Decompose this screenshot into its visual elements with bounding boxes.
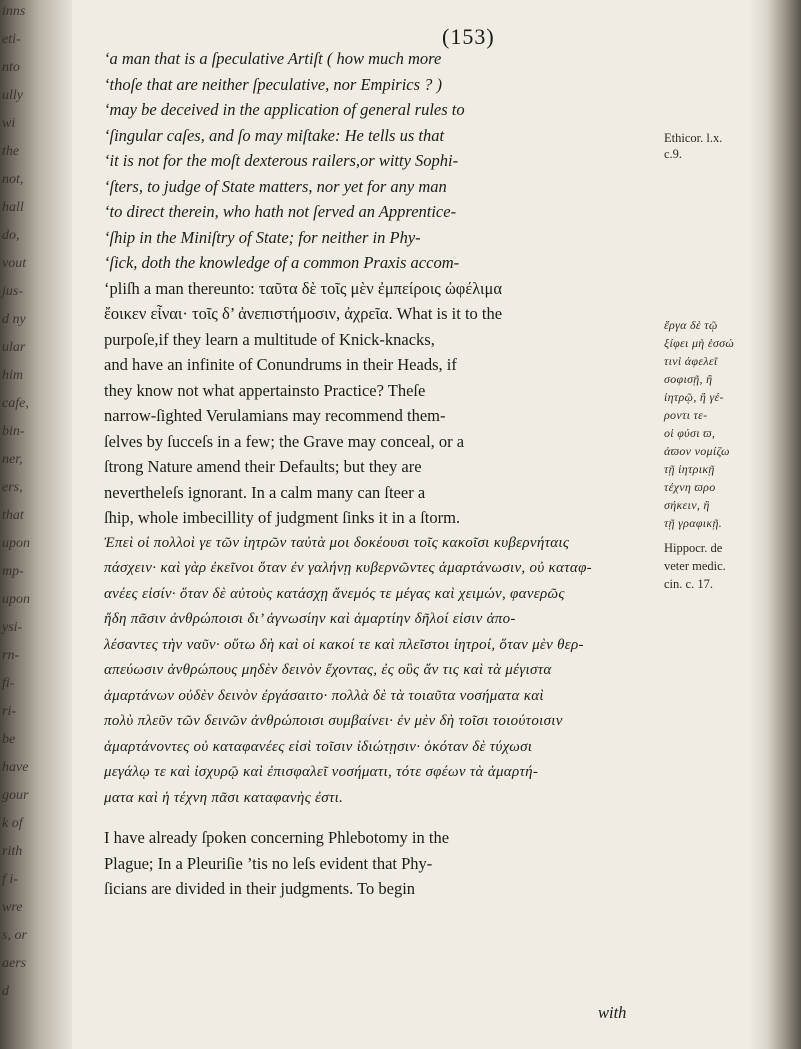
margin-note: Ethicor. l.x. [664, 131, 723, 145]
gutter-fragment: upon [2, 536, 30, 551]
page-gutter [0, 0, 72, 1049]
text-line: ‘ſingular caſes, and ſo may miſtake: He tells us that [104, 125, 445, 145]
gutter-fragment: do, [2, 228, 20, 243]
gutter-fragment: ular [2, 340, 26, 355]
text-line: I have already ſpoken concerning Phlebotomy in the [104, 828, 450, 847]
text-line: and have an infinite of Conundrums in their Heads, if [104, 355, 457, 374]
gutter-fragment: d ny [2, 312, 26, 327]
gutter-fragment: ner, [2, 452, 23, 467]
page-number: (153) [442, 24, 495, 49]
gutter-fragment: bin- [2, 424, 25, 439]
text-line: ‘ſick, doth the knowledge of a common Praxis accom- [104, 253, 460, 272]
gutter-fragment: k of [2, 816, 23, 831]
gutter-fragment: d [2, 984, 9, 999]
text-line: μεγάλῳ τε καὶ ἰσχυρῷ καὶ ἐπισφαλεῖ νοσήματι, τότε σφέων τὰ ἁμαρτή- [104, 764, 539, 780]
gutter-fragment: cafe, [2, 396, 29, 411]
gutter-fragment: fi- [2, 676, 15, 691]
margin-note: veter medic. [664, 559, 726, 573]
text-line: ματα καὶ ἡ τέχνη πᾶσι καταφανὴς ἐστι. [104, 789, 344, 806]
gutter-fragment: him [2, 368, 23, 383]
gutter-fragment: eti- [2, 32, 21, 47]
margin-note: τῇ ἰητρικῇ [664, 462, 715, 476]
margin-note: Hippocr. de [664, 541, 723, 555]
gutter-fragment: ers, [2, 480, 23, 495]
gutter-fragment: wi [2, 116, 16, 131]
gutter-fragment: inns [2, 4, 26, 19]
margin-note: ἔργα δὲ τῷ [664, 318, 718, 332]
text-line: ἔοικεν εἶναι· τοῖς δ’ ἀνεπιστήμοσιν, ἀχρεῖα. What is it to the [104, 304, 503, 323]
text-line: purpoſe,if they learn a multitude of Knick-knacks, [104, 329, 435, 349]
margin-note: ροντι τε- [664, 408, 708, 422]
text-line: ‘it is not for the moſt dexterous railers,or witty Sophi- [104, 151, 459, 170]
gutter-fragment: rn- [2, 648, 20, 663]
gutter-fragment: wre [2, 900, 23, 915]
gutter-fragment: that [2, 508, 24, 523]
margin-note: cin. c. 17. [664, 577, 713, 591]
gutter-fragment: mp- [2, 564, 24, 579]
text-line: πάσχειν· καὶ γὰρ ἐκεῖνοι ὅταν ἐν γαλήνῃ κυβερνῶντες ἁμαρτάνωσιν, οὐ καταφ- [104, 560, 592, 576]
text-line: απεύωσιν ἀνθρώπους μηδὲν δεινὸν ἔχοντας, ἐς οὓς ἄν τις καὶ τὰ μέγιστα [104, 662, 552, 678]
gutter-fragment: not, [2, 172, 24, 187]
text-line: πολὺ πλεῦν τῶν δεινῶν ἀνθρώποισι συμβαίνει· ἐν μὲν δὴ τοῖσι τοιούτοισιν [104, 713, 563, 729]
text-line: ‘thoſe that are neither ſpeculative, nor Empirics ? ) [104, 74, 443, 94]
gutter-fragment: ully [2, 88, 23, 103]
margin-note: c.9. [664, 147, 683, 161]
text-line: ‘ſhip in the Miniſtry of State; for neither in Phy- [104, 227, 421, 247]
gutter-fragment: nto [2, 60, 20, 75]
gutter-fragment: be [2, 732, 16, 747]
text-line: ἤδη πᾶσιν ἀνθρώποισι δι’ ἀγνωσίην καὶ ἁμαρτίην δῆλοί εἰσιν ἀπο- [104, 611, 516, 627]
gutter-fragment: ri- [2, 704, 16, 719]
body-text [104, 46, 654, 902]
text-line: nevertheleſs ignorant. In a calm many can ſteer a [104, 482, 426, 502]
gutter-fragment: s, or [2, 928, 27, 943]
text-line: Plague; In a Pleuriſie ’tis no leſs evident that Phy- [104, 853, 433, 873]
text-line: ſhip, whole imbecillity of judgment ſinks it in a ſtorm. [104, 508, 461, 527]
margin-note: ἀϖον νομίζω [664, 444, 730, 458]
text-line: ſelves by ſucceſs in a few; the Grave may conceal, or a [104, 431, 465, 451]
catchword: with [598, 1003, 627, 1022]
gutter-fragment: hall [2, 200, 24, 215]
gutter-fragment: rith [2, 844, 23, 859]
text-line: narrow-ſighted Verulamians may recommend them- [104, 406, 446, 425]
text-line: ανέες εἰσίν· ὅταν δὲ αὐτοὺς κατάσχῃ ἄνεμός τε μέγας καὶ χειμών, φανερῶς [104, 585, 565, 602]
text-line: ſtrong Nature amend their Defaults; but they are [104, 457, 422, 476]
facing-page-fragments [2, 0, 62, 1049]
text-line: ‘to direct therein, who hath not ſerved an Apprentice- [104, 202, 457, 221]
text-line: ἁμαρτάνοντες οὐ καταφανέες εἰσὶ τοῖσιν ἰδιώτῃσιν· ὁκόταν δὲ τύχωσι [104, 738, 533, 755]
gutter-fragment: ysi- [2, 620, 23, 635]
gutter-fragment: gour [2, 788, 29, 803]
margin-note: τινὶ ἀφελεῖ [664, 354, 718, 368]
text-line: ‘a man that is a ſpeculative Artiſt ( how much more [104, 49, 442, 68]
gutter-fragment: the [2, 144, 20, 159]
gutter-fragment: f i- [2, 872, 18, 887]
text-line: ἁμαρτάνων οὐδὲν δεινὸν ἐργάσαιτο· πολλὰ δὲ τὰ τοιαῦτα νοσήματα καὶ [104, 687, 544, 704]
gutter-fragment: upon [2, 592, 30, 607]
text-line: ‘ſters, to judge of State matters, nor yet for any man [104, 176, 447, 196]
margin-note: σοφισῇ, ἢ [664, 372, 713, 386]
text-line: λέσαντες τὴν ναῦν· οὕτω δὴ καὶ οἱ κακοί τε καὶ πλεῖστοι ἰητροί, ὅταν μὲν θερ- [104, 636, 584, 653]
gutter-fragment: vout [2, 256, 27, 271]
margin-note: ξίφει μὴ ἑσσώ [664, 336, 734, 350]
text-line: ‘may be deceived in the application of general rules to [104, 100, 465, 119]
gutter-fragment: have [2, 760, 29, 775]
margin-note: σήκειν, ἢ [664, 498, 710, 512]
margin-note: τέχνη ϖρο [664, 480, 716, 494]
gutter-fragment: aers [2, 956, 27, 971]
text-line: Ἐπεὶ οἱ πολλοὶ γε τῶν ἰητρῶν ταὐτὰ μοι δοκέουσι τοῖς κακοῖσι κυβερνήταις [104, 534, 570, 551]
gutter-fragment: jus- [2, 284, 23, 299]
margin-note: οἱ φύσι ϖ, [664, 426, 716, 440]
text-line: ſicians are divided in their judgments. To begin [104, 879, 416, 898]
paragraph-gap [104, 811, 654, 825]
text-line: ‘pliſh a man thereunto: ταῦτα δὲ τοῖς μὲν ἐμπείροις ὠφέλιμα [104, 278, 502, 298]
margin-note: τῇ γραφικῇ. [664, 516, 723, 530]
text-line: they know not what appertainsto Practice? Theſe [104, 380, 426, 400]
margin-note: ἰητρῷ, ἢ γέ- [664, 390, 724, 404]
